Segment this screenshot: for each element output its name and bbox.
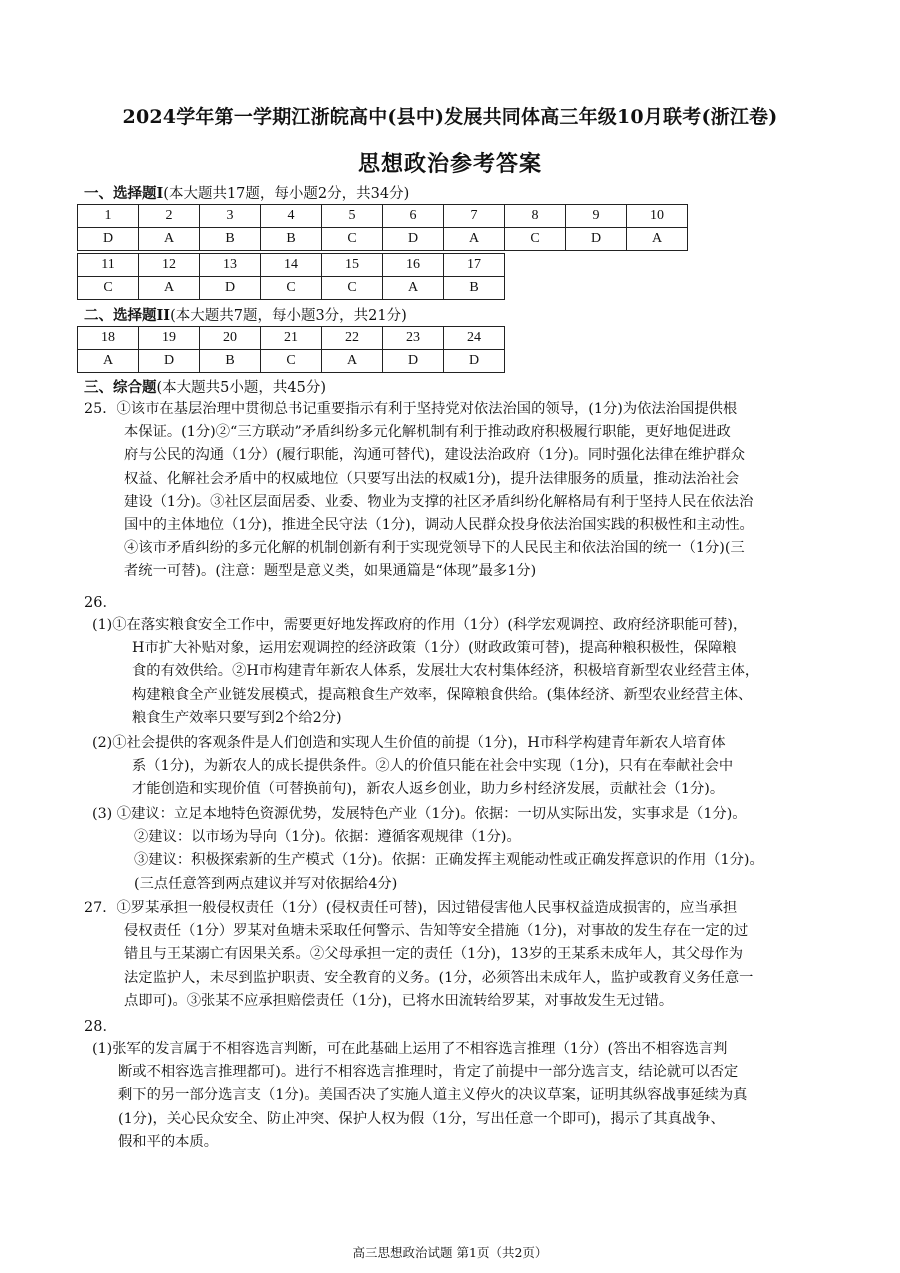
section1-desc: (本大题共17题，每小题2分，共34分) bbox=[163, 186, 410, 202]
exam-title: 2024学年第一学期江浙皖高中(县中)发展共同体高三年级10月联考(浙江卷) bbox=[122, 106, 778, 128]
answer-cell: C bbox=[505, 228, 566, 251]
question-number: 9 bbox=[566, 205, 627, 228]
answer-cell: B bbox=[444, 277, 505, 300]
answer-cell: D bbox=[383, 350, 444, 373]
section3-heading bbox=[84, 376, 326, 397]
section1-row2-numbers bbox=[78, 254, 505, 277]
answer-cell: C bbox=[78, 277, 139, 300]
question-number: 11 bbox=[78, 254, 139, 277]
answer-cell: D bbox=[444, 350, 505, 373]
text-line: ②建议：以市场为导向（1分)。依据：遵循客观规律（1分)。 bbox=[134, 829, 521, 846]
question-number: 24 bbox=[444, 327, 505, 350]
answer-cell: B bbox=[261, 228, 322, 251]
question-number: 10 bbox=[627, 205, 688, 228]
section2-label: 二、选择题II bbox=[84, 307, 171, 324]
answer-cell: D bbox=[78, 228, 139, 251]
answer-cell: D bbox=[566, 228, 627, 251]
answer-cell: D bbox=[383, 228, 444, 251]
answer-cell: B bbox=[200, 228, 261, 251]
section3-desc: (本大题共5小题，共45分) bbox=[156, 380, 326, 396]
page-footer: 高三思想政治试题 第1页（共2页） bbox=[352, 1245, 548, 1260]
question-number: 12 bbox=[139, 254, 200, 277]
text-line: H市扩大补贴对象，运用宏观调控的经济政策（1分）(财政政策可替)，提高种粮积极性，保障粮 bbox=[132, 640, 737, 657]
question-number: 7 bbox=[444, 205, 505, 228]
text-line: 剩下的另一部分选言支（1分)。美国否决了实施人道主义停火的决议草案，证明其纵容战事延续为真 bbox=[118, 1087, 748, 1104]
question-number: 23 bbox=[383, 327, 444, 350]
q26-part1 bbox=[92, 614, 832, 730]
section1-table-2 bbox=[77, 253, 505, 300]
text-line: 粮食生产效率只要写到2个给2分) bbox=[132, 709, 342, 726]
section2-row-answers bbox=[78, 350, 505, 373]
text-line: 27．①罗某承担一般侵权责任（1分）(侵权责任可替)，因过错侵害他人民事权益造成损害的，应当承担 bbox=[84, 900, 738, 916]
text-line: (1)张军的发言属于不相容选言判断，可在此基础上运用了不相容选言推理（1分）(答出不相容选言判 bbox=[92, 1041, 728, 1057]
text-line: ③建议：积极探索新的生产模式（1分)。依据：正确发挥主观能动性或正确发挥意识的作用（1分)。 bbox=[134, 852, 764, 869]
section2-desc: (本大题共7题，每小题3分，共21分) bbox=[170, 308, 407, 324]
q28-number: 28． bbox=[84, 1019, 117, 1035]
answer-cell: A bbox=[78, 350, 139, 373]
q25-answer bbox=[84, 398, 824, 584]
answer-cell: A bbox=[139, 228, 200, 251]
question-number: 6 bbox=[383, 205, 444, 228]
text-line: (3) ①建议：立足本地特色资源优势，发展特色产业（1分)。依据：一切从实际出发，实事求是（1分)。 bbox=[92, 806, 747, 822]
answer-cell: C bbox=[261, 350, 322, 373]
text-line: 错且与王某溺亡有因果关系。②父母承担一定的责任（1分)，13岁的王某系未成年人，其父母作为 bbox=[124, 946, 744, 963]
answer-cell: C bbox=[322, 277, 383, 300]
text-line: 本保证。(1分)②“三方联动”矛盾纠纷多元化解机制有利于推动政府积极履行职能，更好地促进政 bbox=[124, 424, 731, 441]
answer-cell: D bbox=[139, 350, 200, 373]
answer-cell: C bbox=[322, 228, 383, 251]
question-number: 20 bbox=[200, 327, 261, 350]
question-number: 8 bbox=[505, 205, 566, 228]
question-number: 16 bbox=[383, 254, 444, 277]
answer-cell: B bbox=[200, 350, 261, 373]
text-line: 侵权责任（1分）罗某对鱼塘未采取任何警示、告知等安全措施（1分)，对事故的发生存在一定的过 bbox=[124, 923, 749, 940]
answer-cell: A bbox=[383, 277, 444, 300]
section1-row1-numbers bbox=[78, 205, 688, 228]
text-line: 才能创造和实现价值（可替换前句)，新农人返乡创业，助力乡村经济发展，贡献社会（1分)。 bbox=[132, 781, 725, 798]
text-line: 25．①该市在基层治理中贯彻总书记重要指示有利于坚持党对依法治国的领导，(1分)为依法治国提供根 bbox=[84, 401, 738, 417]
text-line: 府与公民的沟通（1分）(履行职能，沟通可替代)，建设法治政府（1分)。同时强化法律在维护群众 bbox=[124, 447, 746, 464]
section2-table bbox=[77, 326, 505, 373]
text-line: 假和平的本质。 bbox=[118, 1133, 219, 1150]
section3-label: 三、综合题 bbox=[84, 379, 157, 396]
q27-answer bbox=[84, 897, 824, 1013]
text-line: ④该市矛盾纠纷的多元化解的机制创新有利于实现党领导下的人民民主和依法治国的统一（1分)(三 bbox=[124, 540, 745, 557]
question-number: 13 bbox=[200, 254, 261, 277]
section1-table bbox=[77, 204, 688, 251]
text-line: (1分)，关心民众安全、防止冲突、保护人权为假（1分，写出任意一个即可)，揭示了其真战争、 bbox=[118, 1110, 725, 1127]
text-line: 建设（1分)。③社区层面居委、业委、物业为支撑的社区矛盾纠纷化解格局有利于坚持人民在依法治 bbox=[124, 493, 754, 510]
answer-cell: A bbox=[444, 228, 505, 251]
section1-row1-answers bbox=[78, 228, 688, 251]
answer-cell: A bbox=[322, 350, 383, 373]
text-line: (三点任意答到两点建议并写对依据给4分) bbox=[134, 875, 398, 892]
question-number: 4 bbox=[261, 205, 322, 228]
answer-cell: A bbox=[627, 228, 688, 251]
section2-heading bbox=[84, 304, 407, 325]
q26-number: 26． bbox=[84, 595, 117, 611]
question-number: 21 bbox=[261, 327, 322, 350]
q28-part1 bbox=[92, 1038, 832, 1154]
section2-row-numbers bbox=[78, 327, 505, 350]
text-line: 权益、化解社会矛盾中的权威地位（只要写出法的权威1分)，提升法律服务的质量，推动法治社会 bbox=[124, 470, 740, 487]
question-number: 17 bbox=[444, 254, 505, 277]
text-line: 断或不相容选言推理都可)。进行不相容选言推理时，肯定了前提中一部分选言支，结论就可以否定 bbox=[118, 1064, 739, 1081]
section1-heading bbox=[84, 182, 409, 203]
question-number: 15 bbox=[322, 254, 383, 277]
answer-cell: D bbox=[200, 277, 261, 300]
question-number: 18 bbox=[78, 327, 139, 350]
question-number: 22 bbox=[322, 327, 383, 350]
q26-part3 bbox=[92, 803, 832, 896]
question-number: 3 bbox=[200, 205, 261, 228]
text-line: 法定监护人，未尽到监护职责、安全教育的义务。(1分，必须答出未成年人，监护或教育义务任意一 bbox=[124, 969, 754, 986]
page-title: 思想政治参考答案 bbox=[357, 151, 542, 177]
answer-cell: C bbox=[261, 277, 322, 300]
text-line: 构建粮食全产业链发展模式，提高粮食生产效率，保障粮食供给。(集体经济、新型农业经营主体、 bbox=[132, 686, 753, 703]
section1-row2-answers bbox=[78, 277, 505, 300]
text-line: 点即可)。③张某不应承担赔偿责任（1分)，已将水田流转给罗某，对事故发生无过错。 bbox=[124, 992, 674, 1009]
text-line: (2)①社会提供的客观条件是人们创造和实现人生价值的前提（1分)，H市科学构建青年新农人培育体 bbox=[92, 735, 726, 751]
question-number: 1 bbox=[78, 205, 139, 228]
section1-label: 一、选择题I bbox=[84, 185, 164, 202]
question-number: 14 bbox=[261, 254, 322, 277]
q26-part2 bbox=[92, 732, 832, 802]
text-line: 系（1分)，为新农人的成长提供条件。②人的价值只能在社会中实现（1分)，只有在奉献社会中 bbox=[132, 758, 734, 775]
question-number: 5 bbox=[322, 205, 383, 228]
text-line: 者统一可替)。(注意：题型是意义类，如果通篇是“体现”最多1分) bbox=[124, 563, 537, 580]
question-number: 2 bbox=[139, 205, 200, 228]
text-line: (1)①在落实粮食安全工作中，需要更好地发挥政府的作用（1分）(科学宏观调控、政府经济职能可替)， bbox=[92, 617, 748, 633]
text-line: 国中的主体地位（1分)，推进全民守法（1分)，调动人民群众投身依法治国实践的积极性和主动性。 bbox=[124, 517, 754, 534]
question-number: 19 bbox=[139, 327, 200, 350]
answer-cell: A bbox=[139, 277, 200, 300]
text-line: 食的有效供给。②H市构建青年新农人体系，发展壮大农村集体经济，积极培育新型农业经营主体， bbox=[132, 663, 760, 680]
